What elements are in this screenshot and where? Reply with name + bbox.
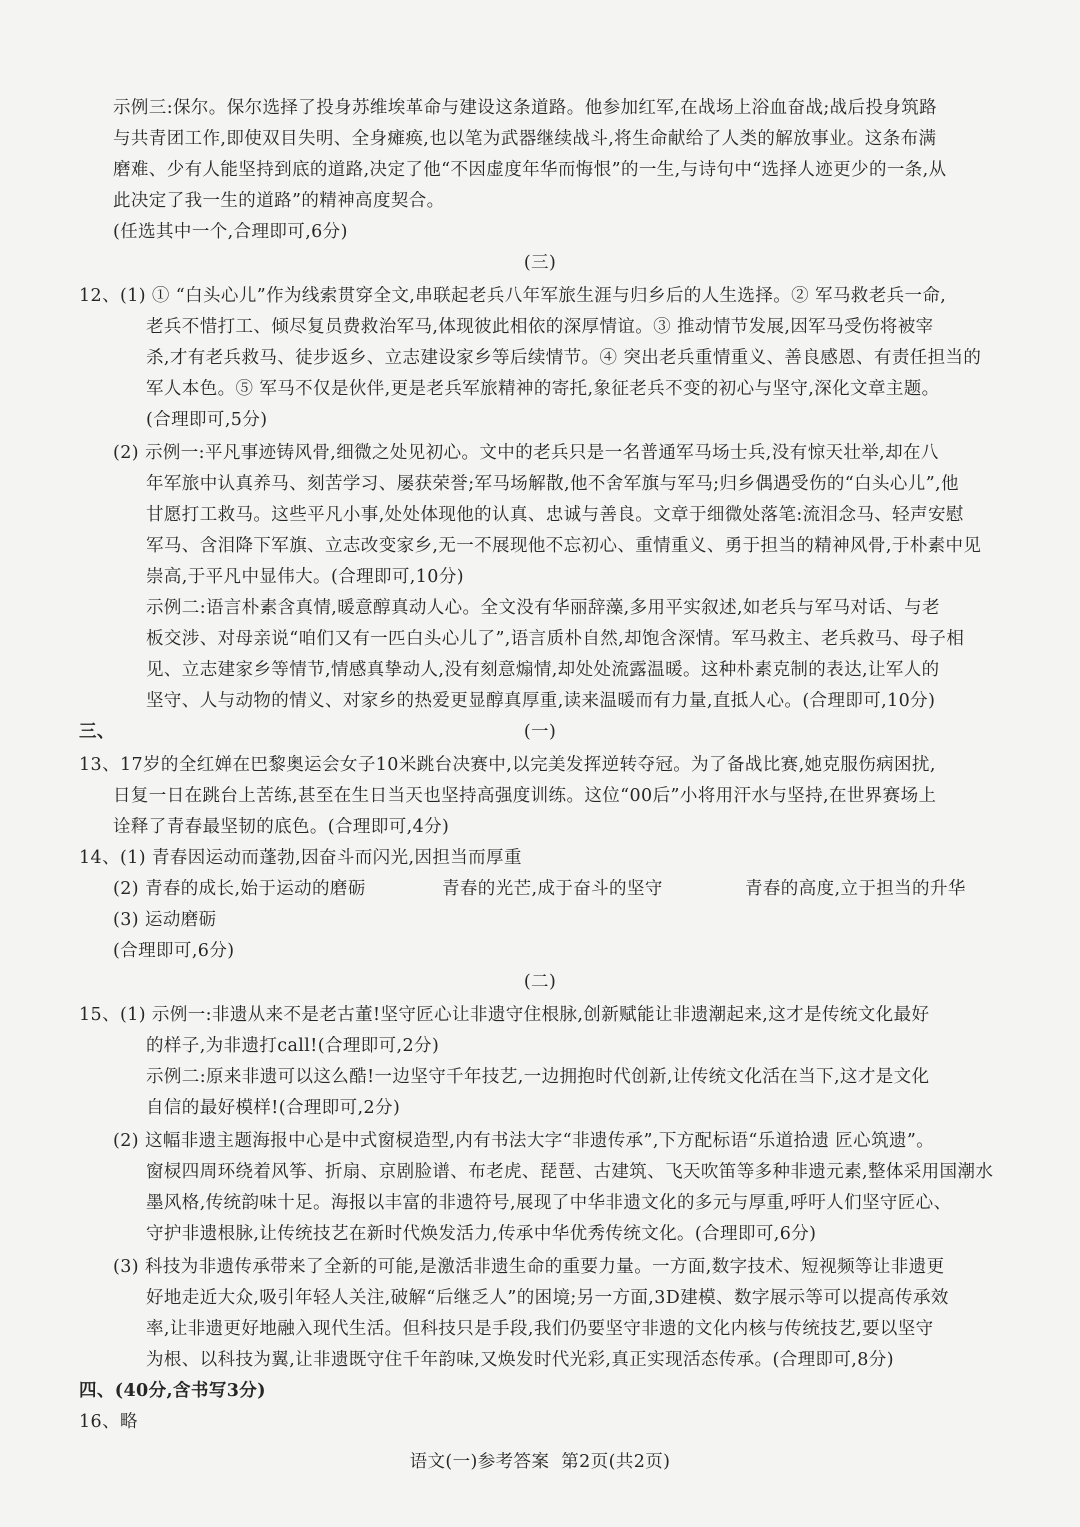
text-line: 板交涉、对母亲说“咱们又有一匹白头心儿了”,语言质朴自然,却饱含深情。军马救主、老兵救马、母子相: [146, 629, 965, 649]
text-line: 示例三:保尔。保尔选择了投身苏维埃革命与建设这条道路。他参加红军,在战场上浴血奋战;战后投身筑路: [113, 98, 938, 118]
text-line: (合理即可,5分): [146, 410, 268, 430]
question-12-line: 12、(1) ① “白头心儿”作为线索贯穿全文,串联起老兵八年军旅生涯与归乡后的人生选择。② 军马救老兵一命,: [79, 286, 947, 306]
text-line: 青春的光芒,成于奋斗的坚守: [442, 879, 663, 899]
section-heading: (一): [523, 722, 557, 742]
text-line: 率,让非遗更好地融入现代生活。但科技只是手段,我们仍要坚守非遗的文化内核与传统技艺,要以坚守: [146, 1319, 934, 1339]
section-heading: (二): [523, 972, 557, 992]
text-line: 窗棂四周环绕着风筝、折扇、京剧脸谱、布老虎、琵琶、古建筑、飞天吹笛等多种非遗元素,整体采用国潮水: [146, 1162, 994, 1182]
text-line: 守护非遗根脉,让传统技艺在新时代焕发活力,传承中华优秀传统文化。(合理即可,6分): [146, 1224, 817, 1244]
text-line: 为根、以科技为翼,让非遗既守住千年韵味,又焕发时代光彩,真正实现活态传承。(合理即可,8分): [146, 1350, 894, 1370]
text-line: (3) 运动磨砺: [113, 910, 217, 930]
text-line: 老兵不惜打工、倾尽复员费救治军马,体现彼此相依的深厚情谊。③ 推动情节发展,因军马受伤将被宰: [146, 317, 934, 337]
text-line: 见、立志建家乡等情节,情感真挚动人,没有刻意煽情,却处处流露温暖。这种朴素克制的表达,让军人的: [146, 660, 940, 680]
text-line: (3) 科技为非遗传承带来了全新的可能,是激活非遗生命的重要力量。一方面,数字技术、短视频等让非遗更: [113, 1257, 945, 1277]
text-line: 日复一日在跳台上苦练,甚至在生日当天也坚持高强度训练。这位“00后”小将用汗水与坚持,在世界赛场上: [113, 786, 937, 806]
text-line: 崇高,于平凡中显伟大。(合理即可,10分): [146, 567, 464, 587]
part-heading: 三、: [79, 722, 115, 742]
text-line: 示例二:语言朴素含真情,暖意醇真动人心。全文没有华丽辞藻,多用平实叙述,如老兵与军马对话、与老: [146, 598, 940, 618]
text-line: 坚守、人与动物的情义、对家乡的热爱更显醇真厚重,读来温暖而有力量,直抵人心。(合理即可,10分): [146, 691, 936, 711]
text-line: 自信的最好模样!(合理即可,2分): [146, 1098, 401, 1118]
text-line: 年军旅中认真养马、刻苦学习、屡获荣誉;军马场解散,他不舍军旗与军马;归乡偶遇受伤的“白头心儿”,他: [146, 474, 959, 494]
section-heading: (三): [523, 253, 557, 273]
text-line: 甘愿打工救马。这些平凡小事,处处体现他的认真、忠诚与善良。文章于细微处落笔:流泪念马、轻声安慰: [146, 505, 964, 525]
question-16-line: 16、略: [79, 1412, 138, 1432]
text-line: 好地走近大众,吸引年轻人关注,破解“后继乏人”的困境;另一方面,3D建模、数字展示等可以提高传承效: [146, 1288, 949, 1308]
text-line: 杀,才有老兵救马、徒步返乡、立志建设家乡等后续情节。④ 突出老兵重情重义、善良感恩、有责任担当的: [146, 348, 982, 368]
question-15-line: 15、(1) 示例一:非遗从来不是老古董!坚守匠心让非遗守住根脉,创新赋能让非遗潮起来,这才是传统文化最好: [79, 1005, 930, 1025]
text-line: 的样子,为非遗打call!(合理即可,2分): [146, 1036, 440, 1056]
text-line: 军人本色。⑤ 军马不仅是伙伴,更是老兵军旅精神的寄托,象征老兵不变的初心与坚守,深化文章主题。: [146, 379, 940, 399]
page-footer: 语文(一)参考答案 第2页(共2页): [409, 1452, 671, 1472]
text-line: 诠释了青春最坚韧的底色。(合理即可,4分): [113, 817, 450, 837]
question-13-line: 13、17岁的全红婵在巴黎奥运会女子10米跳台决赛中,以完美发挥逆转夺冠。为了备战比赛,她克服伤病困扰,: [79, 755, 936, 775]
question-14-line: 14、(1) 青春因运动而蓬勃,因奋斗而闪光,因担当而厚重: [79, 848, 522, 868]
text-line: 青春的高度,立于担当的升华: [745, 879, 966, 899]
text-line: 此决定了我一生的道路”的精神高度契合。: [113, 191, 445, 211]
text-line: (2) 这幅非遗主题海报中心是中式窗棂造型,内有书法大字“非遗传承”,下方配标语“乐道拾遗 匠心筑遗”。: [113, 1131, 935, 1151]
text-line: 墨风格,传统韵味十足。海报以丰富的非遗符号,展现了中华非遗文化的多元与厚重,呼吁人们坚守匠心、: [146, 1193, 952, 1213]
text-line: (合理即可,6分): [113, 941, 235, 961]
text-line: (2) 示例一:平凡事迹铸风骨,细微之处见初心。文中的老兵只是一名普通军马场士兵,没有惊天壮举,却在八: [113, 443, 939, 463]
text-line: 示例二:原来非遗可以这么酷!一边坚守千年技艺,一边拥抱时代创新,让传统文化活在当下,这才是文化: [146, 1067, 930, 1087]
text-line: 军马、含泪降下军旗、立志改变家乡,无一不展现他不忘初心、重情重义、勇于担当的精神风骨,于朴素中见: [146, 536, 982, 556]
text-line: 与共青团工作,即使双目失明、全身瘫痪,也以笔为武器继续战斗,将生命献给了人类的解放事业。这条布满: [113, 129, 937, 149]
part-heading: 四、(40分,含书写3分): [79, 1381, 266, 1401]
text-line: (2) 青春的成长,始于运动的磨砺: [113, 879, 366, 899]
text-line: 磨难、少有人能坚持到底的道路,决定了他“不因虚度年华而悔恨”的一生,与诗句中“选择人迹更少的一条,从: [113, 160, 947, 180]
text-line: (任选其中一个,合理即可,6分): [113, 222, 348, 242]
